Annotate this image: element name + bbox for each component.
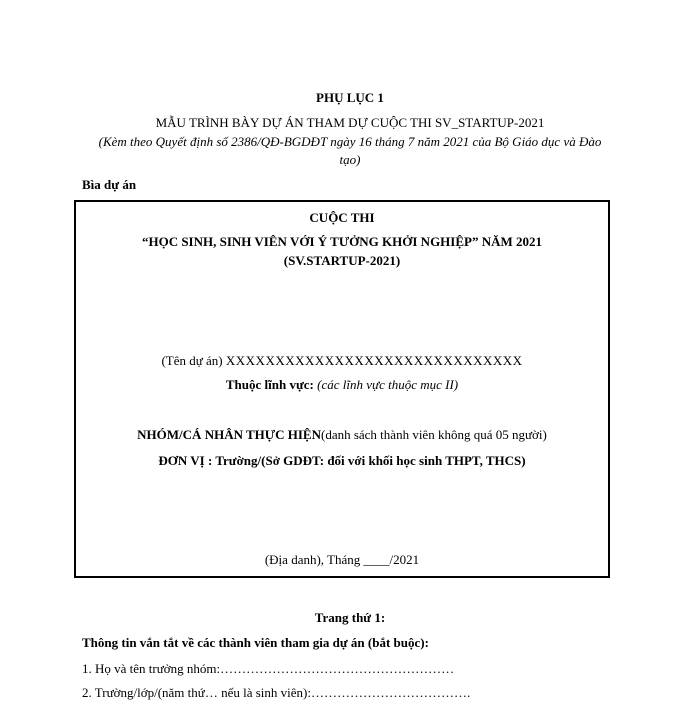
group-line <box>76 427 608 443</box>
form-title: MẪU TRÌNH BÀY DỰ ÁN THAM DỰ CUỘC THI SV_STARTUP-2021 <box>155 115 545 130</box>
appendix-title: PHỤ LỤC 1 <box>316 90 384 105</box>
member-item-1: 1. Họ và tên trưởng nhóm:……………………………………………… <box>82 661 455 676</box>
place-date: (Địa danh), Tháng ____/2021 <box>264 552 420 567</box>
decision-line-1: (Kèm theo Quyết định số 2386/QĐ-BGDĐT ngày 16 tháng 7 năm 2021 của Bộ Giáo dục và Đào <box>98 134 602 149</box>
group-label: NHÓM/CÁ NHÂN THỰC HIỆN <box>137 427 321 442</box>
project-name-label: (Tên dự án) <box>161 353 223 368</box>
page2-title: Trang thứ 1: <box>314 610 386 625</box>
contest-heading: CUỘC THI <box>309 210 375 225</box>
project-name-value: XXXXXXXXXXXXXXXXXXXXXXXXXXXXXX <box>225 353 523 368</box>
member-item-2: 2. Trường/lớp/(năm thứ… nếu là sinh viên):………………………………. <box>82 685 471 700</box>
contest-code: (SV.STARTUP-2021) <box>283 253 401 268</box>
field-hint: (các lĩnh vực thuộc mục II) <box>317 377 459 392</box>
group-hint: (danh sách thành viên không quá 05 người) <box>320 427 547 442</box>
field-line <box>76 377 608 393</box>
cover-label: Bìa dự án <box>82 177 137 192</box>
unit-line: ĐƠN VỊ : Trường/(Sở GDĐT: đối với khối học sinh THPT, THCS) <box>158 453 526 468</box>
contest-name: “HỌC SINH, SINH VIÊN VỚI Ý TƯỞNG KHỞI NGHIỆP” NĂM 2021 <box>141 234 543 249</box>
field-label: Thuộc lĩnh vực: <box>225 377 314 392</box>
members-section-title: Thông tin vắn tắt về các thành viên tham gia dự án (bắt buộc): <box>82 635 429 650</box>
cover-frame <box>74 200 610 578</box>
project-name-line <box>76 353 608 369</box>
decision-line-2: tạo) <box>339 152 361 167</box>
